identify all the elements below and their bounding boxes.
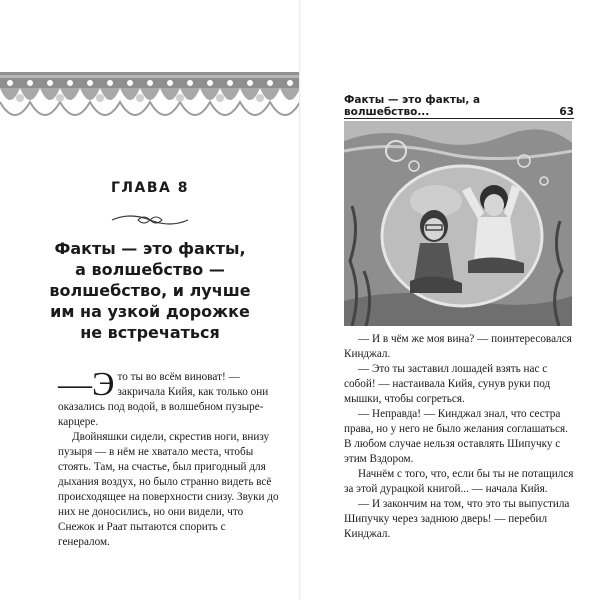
paragraph: — Неправда! — Кинджал знал, что сестра права, но у него не было желания соглашаться. В любом случае нельзя оставлять Шипучку с этим Вздором. xyxy=(344,408,568,465)
paragraph: — И в чём же моя вина? — поинтересовался Кинджал. xyxy=(344,333,572,360)
chapter-label: ГЛАВА 8 xyxy=(110,180,189,196)
paragraph: — И закончим на том, что это ты выпустила Шипучку через заднюю дверь! — перебил Кинджал. xyxy=(344,498,570,540)
right-body-text xyxy=(344,332,576,542)
underwater-bubble-illustration xyxy=(344,121,572,326)
running-head-title: Факты — это факты, а волшебство... xyxy=(344,94,481,118)
chapter-title-line: а волшебство — xyxy=(75,260,225,279)
chapter-title-line: не встречаться xyxy=(80,323,220,342)
paragraph: Начнём с того, что, если бы ты не потащился за этой дурацкой книгой... — начала Кийя. xyxy=(344,468,574,495)
paragraph-text: то ты во всём виноват! — закричала Кийя, как только они оказались под водой, в волшебном пузыре-карцере. xyxy=(58,371,269,428)
chapter-title-line: Факты — это факты, xyxy=(54,239,246,258)
paragraph: Двойняшки сидели, скрестив ноги, внизу пузыря — в нём не хватало места, чтобы стоять. Там, на счастье, был пригодный для дыхания воздух, но было странно видеть всё происходящее на поверхности снизу. Звуки до них не доносились, но они видели, что Снежок и Раат пытаются спорить с генералом. xyxy=(58,431,279,548)
running-head xyxy=(344,94,574,119)
dropcap: —Э xyxy=(58,366,115,403)
chapter-title-line: волшебство, и лучше xyxy=(49,281,251,300)
page-number: 63 xyxy=(559,106,574,118)
paragraph: — Это ты заставил лошадей взять нас с собой! — настаивала Кийя, сунув руки под мышки, чтобы согреться. xyxy=(344,363,551,405)
chapter-title-line: им на узкой дорожке xyxy=(50,302,250,321)
